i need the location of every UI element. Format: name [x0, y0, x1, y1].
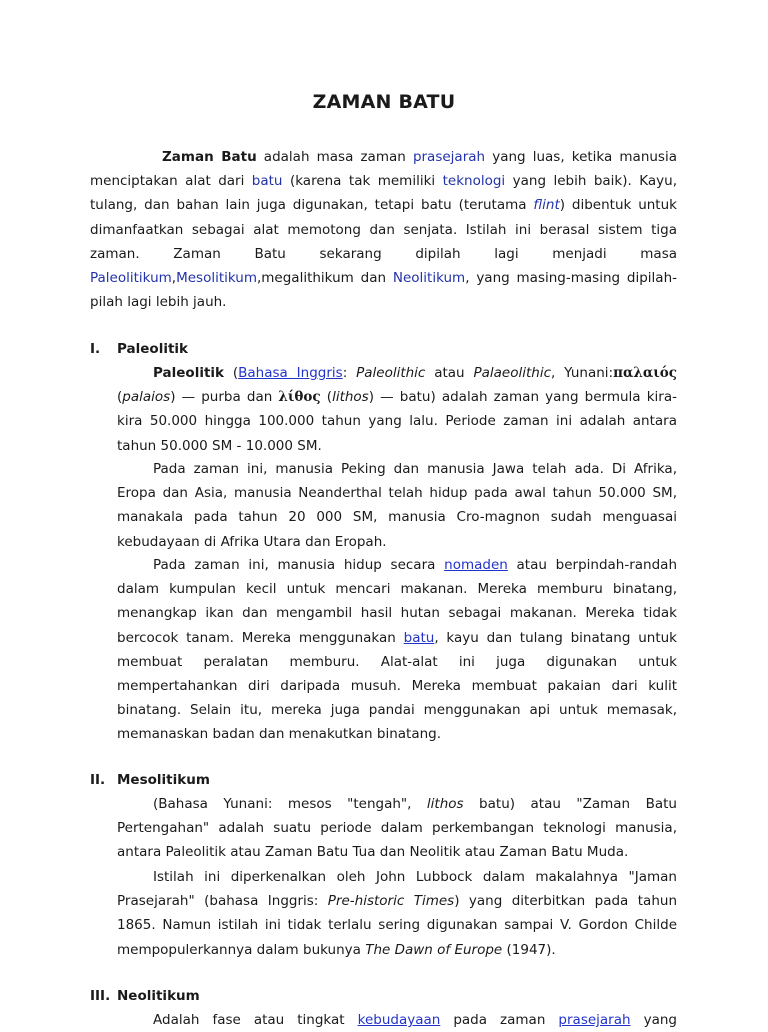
section-number: II.: [90, 772, 106, 788]
section-number: I.: [90, 341, 101, 357]
section-title: Neolitikum: [117, 988, 200, 1004]
link-kebudayaan[interactable]: kebudayaan: [357, 1012, 441, 1028]
section-title: Paleolitik: [117, 341, 189, 357]
neolitikum-paragraph-1: Adalah fase atau tingkat kebudayaan pada zaman prasejarah yang: [153, 1012, 677, 1028]
mesolitikum-paragraph-1: (Bahasa Yunani: mesos "tengah", lithos batu) atau "Zaman Batu Pertengahan" adalah suatu periode dalam perkembangan teknologi manusia, antara Paleolitik atau Zaman Batu Tua dan Neolitik atau Zaman Batu Muda.: [117, 796, 677, 861]
section-heading-neolitikum: [90, 984, 200, 1008]
link-prasejarah-2[interactable]: prasejarah: [558, 1012, 631, 1028]
paleolitik-paragraph-1: Paleolitik (Bahasa Inggris: Paleolithic atau Palaeolithic, Yunani:παλαιός (palaios) — purba dan λίθος (lithos) — batu) adalah zaman yang bermula kira-kira 50.000 hingga 100.000 tahun yang lalu. Periode zaman ini adalah antara tahun 50.000 SM - 10.000 SM.: [117, 365, 677, 454]
link-teknologi[interactable]: teknologi: [442, 173, 506, 190]
mesolitikum-paragraph-2: Istilah ini diperkenalkan oleh John Lubbock dalam makalahnya "Jaman Prasejarah" (bahasa Inggris: Pre-historic Times) yang diterbitkan pada tahun 1865. Namun istilah ini tidak terlalu sering digunakan sampai V. Gordon Childe mempopulerkannya dalam bukunya The Dawn of Europe (1947).: [117, 869, 678, 958]
section-heading-mesolitikum: [90, 768, 210, 792]
paleolitik-paragraph-3: Pada zaman ini, manusia hidup secara nomaden atau berpindah-randah dalam kumpulan kecil untuk mencari makanan. Mereka memburu binatang, menangkap ikan dan mengambil hasil hutan sebagai makanan. Mereka tidak bercocok tanam. Mereka menggunakan batu, kayu dan tulang binatang untuk membuat peralatan memburu. Alat-alat ini juga digunakan untuk mempertahankan diri daripada musuh. Mereka membuat pakaian dari kulit binatang. Selain itu, mereka juga pandai menggunakan api untuk memasak, memanaskan badan dan menakutkan binatang.: [117, 557, 678, 743]
link-neolitikum[interactable]: Neolitikum: [392, 270, 466, 287]
document-title: ZAMAN BATU: [312, 91, 456, 113]
link-batu[interactable]: batu: [251, 173, 283, 190]
paleolitik-paragraph-2: Pada zaman ini, manusia Peking dan manusia Jawa telah ada. Di Afrika, Eropa dan Asia, manusia Neanderthal telah hidup pada awal tahun 50.000 SM, manakala pada tahun 20 000 SM, manusia Cro-magnon sudah menguasai kebudayaan di Afrika Utara dan Eropah.: [117, 461, 677, 550]
link-prasejarah[interactable]: prasejarah: [412, 149, 486, 165]
section-heading-paleolitik: [90, 337, 188, 361]
bold-term: Zaman Batu: [162, 149, 257, 165]
section-title: Mesolitikum: [117, 772, 210, 788]
link-mesolitikum[interactable]: Mesolitikum: [176, 270, 257, 287]
intro-paragraph: Zaman Batu adalah masa zaman prasejarah yang luas, ketika manusia menciptakan alat dari batu (karena tak memiliki teknologi yang lebih baik). Kayu, tulang, dan bahan lain juga digunakan, tetapi batu (terutama flint) dibentuk untuk dimanfaatkan sebagai alat memotong dan senjata. Istilah ini berasal sistem tiga zaman. Zaman Batu sekarang dipilah lagi menjadi masa Paleolitikum,Mesolitikum,megalithikum dan Neolitikum, yang masing-masing dipilah-pilah lagi lebih jauh.: [90, 149, 677, 311]
link-nomaden[interactable]: nomaden: [444, 557, 508, 573]
section-number: III.: [90, 988, 111, 1004]
link-bahasa-inggris[interactable]: Bahasa Inggris: [238, 365, 343, 381]
link-paleolitikum[interactable]: Paleolitikum: [90, 270, 172, 287]
link-flint[interactable]: flint: [533, 197, 560, 214]
link-batu-2[interactable]: batu: [403, 629, 435, 646]
